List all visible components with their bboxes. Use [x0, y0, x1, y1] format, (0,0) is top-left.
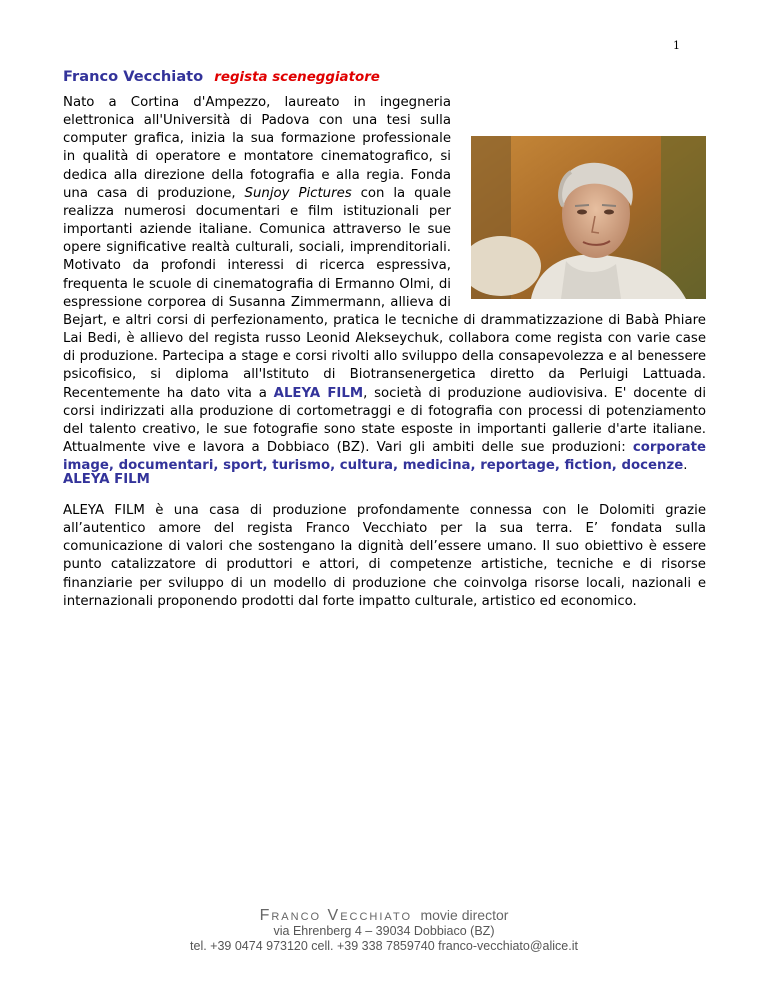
footer-brand-name: Franco Vecchiato	[259, 907, 413, 924]
footer-brand	[0, 907, 768, 925]
portrait-image	[471, 136, 706, 299]
bio-end: .	[683, 458, 688, 474]
section-title-aleya: ALEYA FILM	[63, 472, 150, 487]
footer-address: via Ehrenberg 4 – 39034 Dobbiaco (BZ)	[273, 924, 495, 938]
bio-text-3: , società di produzione audiovisiva. E' docente di corsi indirizzati alla produzione di cortometraggi e di fotografia con processi di potenziamento del talento creativo, le sue fotografie sono state esposte in importanti gallerie d'arte italiane. Attualmente vive e lavora a Dobbiaco (BZ). Vari gli ambiti delle sue produzioni:	[63, 385, 707, 455]
portrait-photo	[471, 136, 706, 299]
aleya-film-highlight: ALEYA FILM	[273, 385, 364, 401]
footer-contacts: tel. +39 0474 973120 cell. +39 338 7859740 franco-vecchiato@alice.it	[190, 939, 578, 953]
page-number: 1	[673, 39, 680, 52]
bio-text-2: con la quale realizza numerosi documentari e film istituzionali per importanti aziende italiane. Comunica attraverso le sue opere significative realtà culturali, sociali, imprenditoriali. Motivato da profondi interessi di ricerca espressiva, frequenta le scuole di cinematografia di Ermanno Olmi, di espressione corporea di Susanna Zimmermann, allieva di Bejart, e altri corsi di perfezionamento, pratica le tecniche di drammatizzazione di Babà Phiare Lai Bedi, è allievo del regista russo Leonid Alekseychuk, collabora come regista con varie case di produzione. Partecipa a stage e corsi rivolti allo sviluppo della consapevolezza e al benessere psicofisico, si diploma all'Istituto di Biotransenergetica diretto da Perluigi Lattuada. Recentemente ha dato vita a	[63, 185, 706, 401]
company-name: Sunjoy Pictures	[244, 185, 352, 201]
bio-text-1: Nato a Cortina d'Ampezzo, laureato in ingegneria elettronica all'Università di Padova con una tesi sulla computer grafica, inizia la sua formazione professionale in qualità di operatore e montatore cinematografico, si dedica alla direzione della fotografia e alla regia. Fonda una casa di produzione,	[63, 95, 451, 201]
footer-brand-role: movie director	[420, 907, 509, 923]
biography-paragraph	[63, 94, 706, 475]
aleya-paragraph: ALEYA FILM è una casa di produzione profondamente connessa con le Dolomiti grazie all’autentico amore del regista Franco Vecchiato per la sua terra. E’ fondata sulla comunicazione di valori che sostengano la dignità dell’essere umano. Il suo obiettivo è essere punto catalizzatore di produttori e attori, di competenze artistiche, tecniche e di risorse finanziarie per sviluppo di un modello di produzione che coinvolga risorse locali, nazionali e internazionali proponendo prodotti dal forte impatto culturale, artistico ed economico.	[63, 503, 706, 609]
author-name: Franco Vecchiato	[63, 68, 204, 85]
production-fields: corporate image, documentari, sport, turismo, cultura, medicina, reportage, fiction, docenze	[63, 439, 706, 474]
page-title	[63, 66, 380, 85]
author-role: regista sceneggiatore	[214, 70, 380, 85]
